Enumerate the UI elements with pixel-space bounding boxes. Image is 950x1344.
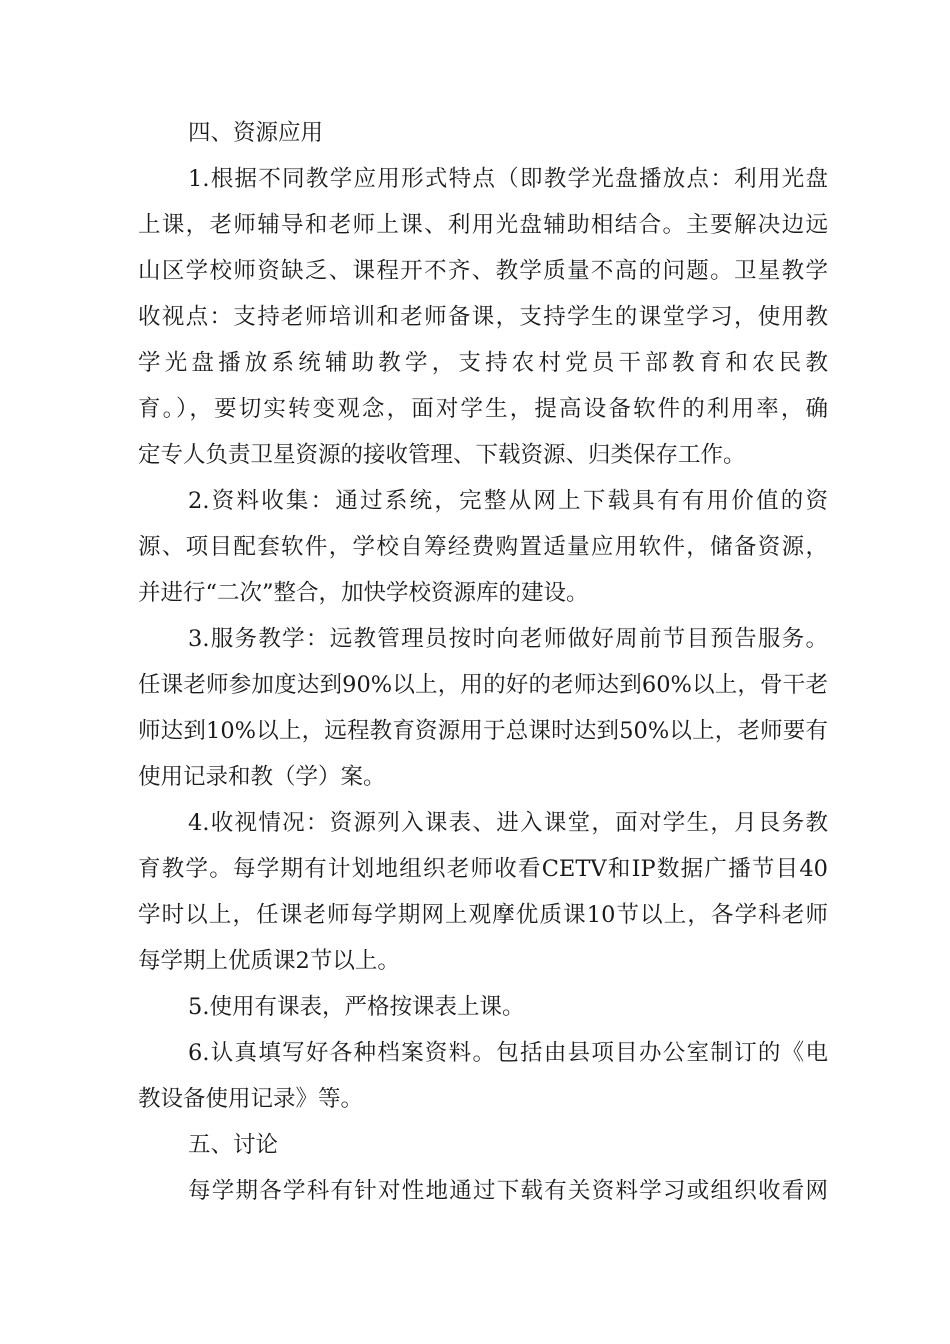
paragraph-line: 学光盘播放系统辅助教学，支持农村党员干部教育和农民教 (138, 350, 828, 376)
paragraph-4 (138, 800, 828, 984)
paragraph-line: 6.认真填写好各种档案资料。包括由县项目办公室制订的《电 (188, 1040, 828, 1066)
paragraph-line: 1.根据不同教学应用形式特点（即教学光盘播放点：利用光盘 (188, 166, 828, 192)
paragraph-line: 3.服务教学：远教管理员按时向老师做好周前节目预告服务。 (188, 626, 828, 652)
paragraph-line: 育教学。每学期有计划地组织老师收看CETV和IP数据广播节目40 (138, 856, 828, 882)
section-heading-5: 五、讨论 (188, 1132, 279, 1158)
section-heading-4: 四、资源应用 (188, 120, 324, 146)
paragraph-6 (138, 1030, 828, 1122)
paragraph-line: 定专人负责卫星资源的接收管理、下载资源、归类保存工作。 (138, 442, 746, 468)
paragraph-line: 师达到10%以上，远程教育资源用于总课时达到50%以上，老师要有 (138, 718, 828, 744)
paragraph-line: 学时以上，任课老师每学期网上观摩优质课10节以上，各学科老师 (138, 902, 828, 928)
paragraph-2 (138, 478, 828, 616)
paragraph-line: 并进行“二次”整合，加快学校资源库的建设。 (138, 580, 589, 606)
paragraph-5: 5.使用有课表，严格按课表上课。 (188, 994, 525, 1020)
paragraph-line: 育。），要切实转变观念，面对学生，提高设备软件的利用率，确 (138, 396, 828, 422)
paragraph-line: 教设备使用记录》等。 (138, 1086, 364, 1112)
paragraph-line: 2.资料收集：通过系统，完整从网上下载具有有用价值的资 (188, 488, 828, 514)
paragraph-line: 任课老师参加度达到90%以上，用的好的老师达到60%以上，骨干老 (138, 672, 828, 698)
paragraph-3 (138, 616, 828, 800)
paragraph-line: 4.收视情况：资源列入课表、进入课堂，面对学生，月艮务教 (188, 810, 828, 836)
paragraph-line: 源、项目配套软件，学校自筹经费购置适量应用软件，储备资源， (138, 534, 828, 560)
paragraph-1 (138, 156, 828, 478)
paragraph-line: 山区学校师资缺乏、课程开不齐、教学质量不高的问题。卫星教学 (138, 258, 828, 284)
paragraph-line: 每学期上优质课2节以上。 (138, 948, 400, 974)
paragraph-line: 收视点：支持老师培训和老师备课，支持学生的课堂学习，使用教 (138, 304, 828, 330)
paragraph-7: 每学期各学科有针对性地通过下载有关资料学习或组织收看网 (188, 1178, 828, 1204)
paragraph-line: 上课，老师辅导和老师上课、利用光盘辅助相结合。主要解决边远 (138, 212, 828, 238)
paragraph-line: 使用记录和教（学）案。 (138, 764, 386, 790)
document-page (138, 110, 828, 1214)
